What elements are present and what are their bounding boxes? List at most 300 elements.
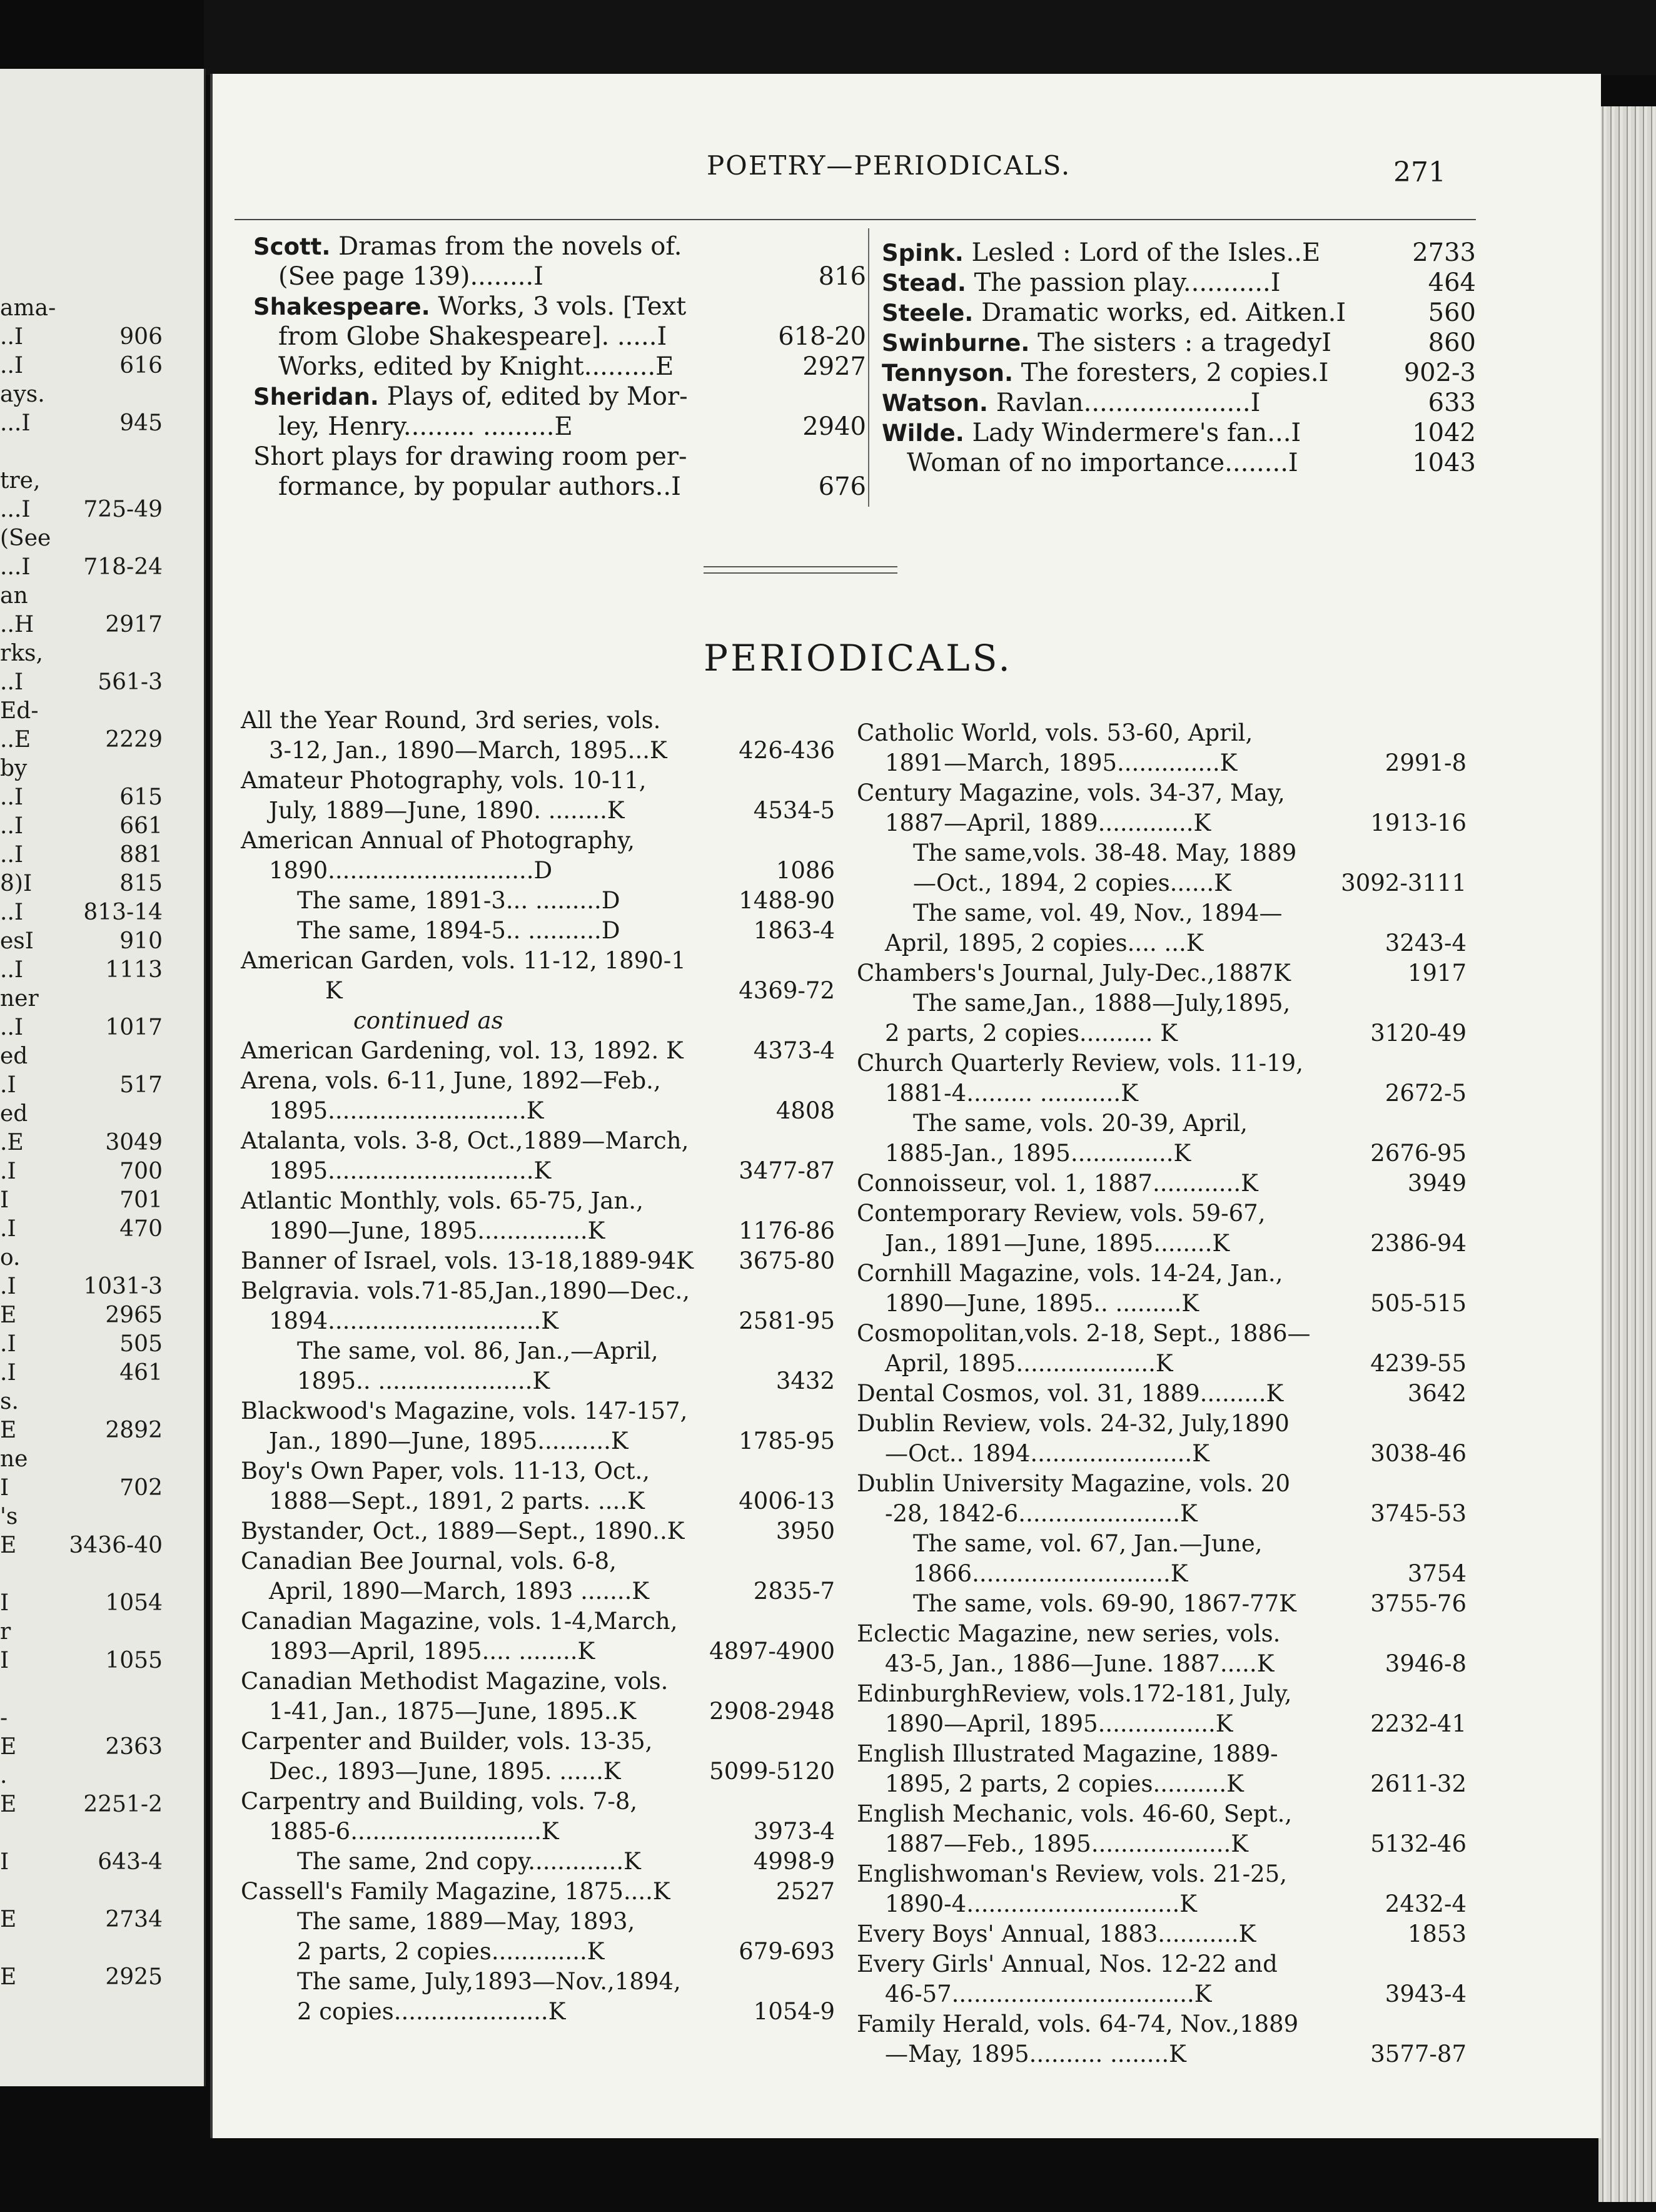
call-number: 1043 bbox=[1412, 449, 1476, 477]
fragment-line bbox=[0, 1186, 188, 1215]
fragment-text: E bbox=[0, 1734, 17, 1760]
entry-title: The passion play...........I bbox=[966, 268, 1281, 297]
call-number: 2940 bbox=[802, 412, 866, 441]
entry-text bbox=[885, 748, 1237, 778]
entry-title: Chambers's Journal, July-Dec.,1887K bbox=[857, 960, 1291, 987]
entry-text bbox=[885, 1349, 1173, 1378]
periodical-entry bbox=[241, 1967, 835, 1997]
call-number: 1917 bbox=[1407, 960, 1467, 987]
entry-text bbox=[269, 1697, 636, 1726]
fragment-line bbox=[0, 1905, 188, 1934]
periodical-entry bbox=[241, 1066, 835, 1096]
call-number: 2734 bbox=[105, 1907, 163, 1932]
entry-text bbox=[241, 1546, 617, 1576]
entry-title: 2 parts, 2 copies.............K bbox=[297, 1938, 605, 1965]
entry-text bbox=[278, 322, 667, 352]
entry-title: 1887—April, 1889.............K bbox=[885, 809, 1211, 836]
fragment-text: ..I bbox=[0, 669, 24, 695]
fragment-line bbox=[0, 726, 188, 754]
fragment-line bbox=[0, 1963, 188, 1992]
fragment-text: ...I bbox=[0, 410, 31, 436]
entry-title: Bystander, Oct., 1889—Sept., 1890..K bbox=[241, 1518, 685, 1545]
entry-text bbox=[885, 1439, 1209, 1468]
call-number: 3477-87 bbox=[739, 1157, 835, 1184]
fragment-line bbox=[0, 438, 188, 467]
poetry-entry bbox=[882, 328, 1476, 358]
entry-title: Contemporary Review, vols. 59-67, bbox=[857, 1200, 1266, 1227]
periodical-entry bbox=[857, 1559, 1467, 1589]
entry-text bbox=[253, 382, 688, 412]
call-number: 643-4 bbox=[98, 1849, 163, 1875]
fragment-text: .I bbox=[0, 1072, 16, 1098]
fragment-line bbox=[0, 611, 188, 639]
entry-title: April, 1895...................K bbox=[885, 1350, 1173, 1377]
fragment-line bbox=[0, 1618, 188, 1646]
poetry-entry bbox=[882, 448, 1476, 478]
periodical-entry bbox=[241, 1276, 835, 1306]
call-number: 505 bbox=[119, 1331, 163, 1357]
entry-title: The same, vols. 69-90, 1867-77K bbox=[913, 1590, 1296, 1617]
fragment-line bbox=[0, 1474, 188, 1503]
call-number: 945 bbox=[119, 410, 163, 436]
entry-title: Englishwoman's Review, vols. 21-25, bbox=[857, 1860, 1287, 1887]
entry-text bbox=[885, 1078, 1138, 1108]
author-name: Shakespeare. bbox=[253, 293, 430, 320]
fragment-line bbox=[0, 553, 188, 582]
call-number: 2363 bbox=[105, 1734, 163, 1760]
entry-title: Works, edited by Knight.........E bbox=[278, 352, 674, 381]
entry-title: 1895............................K bbox=[269, 1157, 552, 1184]
poetry-entry bbox=[882, 358, 1476, 388]
entry-text bbox=[269, 1576, 649, 1606]
entry-text bbox=[857, 2009, 1298, 2039]
entry-text bbox=[297, 886, 620, 915]
call-number: 426-436 bbox=[739, 737, 835, 764]
periodical-entry bbox=[857, 1109, 1467, 1139]
call-number: 701 bbox=[119, 1187, 163, 1213]
fragment-text: .I bbox=[0, 1331, 16, 1357]
fragment-line bbox=[0, 1215, 188, 1244]
entry-text bbox=[885, 928, 1203, 958]
periodical-entry bbox=[857, 958, 1467, 988]
call-number: 4534-5 bbox=[753, 797, 835, 824]
entry-text bbox=[857, 1379, 1283, 1408]
periodical-entry bbox=[241, 1186, 835, 1216]
entry-title: Woman of no importance........I bbox=[907, 449, 1298, 477]
fragment-text: I bbox=[0, 1590, 9, 1616]
periodical-entry bbox=[857, 1349, 1467, 1379]
entry-title: Carpenter and Builder, vols. 13-35, bbox=[241, 1728, 653, 1755]
author-name: Wilde. bbox=[882, 420, 964, 447]
call-number: 3243-4 bbox=[1385, 930, 1467, 956]
fragment-text: E bbox=[0, 1302, 17, 1328]
periodical-entry bbox=[241, 1306, 835, 1336]
call-number: 1031-3 bbox=[83, 1274, 163, 1299]
periodical-entry bbox=[857, 868, 1467, 898]
entry-title: 1890—June, 1895...............K bbox=[269, 1217, 605, 1244]
fragment-text: ..I bbox=[0, 353, 24, 378]
call-number: 2733 bbox=[1412, 238, 1476, 267]
periodical-entry bbox=[241, 1636, 835, 1667]
periodical-entry bbox=[857, 1769, 1467, 1799]
page-edge-stack bbox=[1598, 106, 1656, 2202]
fragment-line bbox=[0, 1042, 188, 1071]
page-number: 271 bbox=[1393, 156, 1446, 188]
fragment-text: I bbox=[0, 1648, 9, 1673]
entry-title: Catholic World, vols. 53-60, April, bbox=[857, 719, 1253, 746]
call-number: 2917 bbox=[105, 612, 163, 637]
entry-title: American Annual of Photography, bbox=[241, 827, 635, 854]
entry-text bbox=[253, 292, 686, 322]
entry-title: The same,Jan., 1888—July,1895, bbox=[913, 990, 1291, 1017]
entry-title: American Gardening, vol. 13, 1892. K bbox=[241, 1037, 684, 1064]
fragment-line bbox=[0, 783, 188, 812]
entry-text bbox=[241, 1727, 652, 1756]
entry-text bbox=[857, 1319, 1311, 1348]
fragment-line bbox=[0, 898, 188, 927]
entry-title: The same, vols. 20-39, April, bbox=[913, 1110, 1248, 1137]
entry-title: Every Girls' Annual, Nos. 12-22 and bbox=[857, 1951, 1278, 1977]
call-number: 560 bbox=[1428, 298, 1476, 327]
call-number: 1913-16 bbox=[1370, 809, 1467, 836]
entry-title: The same, 1894-5.. ..........D bbox=[297, 917, 620, 944]
call-number: 813-14 bbox=[83, 900, 163, 925]
periodical-entry bbox=[857, 928, 1467, 958]
periodical-entry bbox=[241, 1997, 835, 2027]
entry-text bbox=[857, 1199, 1265, 1228]
fragment-text: E bbox=[0, 1418, 17, 1443]
fragment-text: ...I bbox=[0, 497, 31, 522]
periodical-entry bbox=[857, 778, 1467, 808]
fragment-line bbox=[0, 1416, 188, 1445]
fragment-text: rks, bbox=[0, 641, 43, 666]
entry-text bbox=[241, 946, 686, 975]
entry-text bbox=[882, 238, 1320, 268]
poetry-entries-left bbox=[253, 231, 866, 502]
periodical-entry bbox=[857, 1649, 1467, 1679]
entry-text bbox=[269, 796, 625, 825]
fragment-text: s. bbox=[0, 1389, 19, 1414]
call-number: 902-3 bbox=[1403, 358, 1476, 387]
fragment-text: .I bbox=[0, 1360, 16, 1386]
entry-title: 43-5, Jan., 1886—June. 1887.....K bbox=[885, 1650, 1275, 1677]
fragment-line bbox=[0, 1129, 188, 1157]
periodical-entry bbox=[241, 736, 835, 766]
call-number: 4239-55 bbox=[1370, 1350, 1467, 1377]
call-number: 2386-94 bbox=[1370, 1230, 1467, 1257]
poetry-entry bbox=[882, 388, 1476, 418]
entry-title: The foresters, 2 copies.I bbox=[1013, 358, 1329, 387]
fragment-line bbox=[0, 1301, 188, 1330]
fragment-text: Ed- bbox=[0, 698, 39, 724]
call-number: 1488-90 bbox=[739, 887, 835, 914]
entry-text bbox=[885, 1829, 1248, 1859]
periodical-entry bbox=[857, 1859, 1467, 1889]
call-number: 464 bbox=[1428, 268, 1476, 297]
periodical-entry bbox=[857, 1319, 1467, 1349]
entry-title: 1890—April, 1895................K bbox=[885, 1710, 1233, 1737]
entry-title: 1891—March, 1895..............K bbox=[885, 749, 1238, 776]
section-heading-periodicals: PERIODICALS. bbox=[704, 637, 1012, 679]
call-number: 2927 bbox=[802, 352, 866, 381]
fragment-line bbox=[0, 1071, 188, 1100]
periodical-entry bbox=[241, 1697, 835, 1727]
periodical-entry bbox=[857, 1139, 1467, 1169]
entry-title: 1881-4......... ...........K bbox=[885, 1080, 1138, 1107]
entry-title: Cassell's Family Magazine, 1875....K bbox=[241, 1878, 670, 1905]
call-number: 816 bbox=[818, 262, 866, 291]
entry-text bbox=[913, 868, 1231, 898]
periodical-entry bbox=[857, 1529, 1467, 1559]
header-rule bbox=[235, 219, 1476, 220]
fragment-text: ..I bbox=[0, 900, 24, 925]
fragment-line bbox=[0, 323, 188, 352]
entry-title: Eclectic Magazine, new series, vols. bbox=[857, 1620, 1281, 1647]
periodical-entry bbox=[857, 1799, 1467, 1829]
fragment-line bbox=[0, 841, 188, 870]
call-number: 815 bbox=[119, 871, 163, 896]
periodical-entry bbox=[241, 766, 835, 796]
periodical-entry bbox=[857, 1409, 1467, 1439]
fragment-text: ama- bbox=[0, 295, 56, 321]
call-number: 3949 bbox=[1407, 1170, 1467, 1197]
fragment-line bbox=[0, 1877, 188, 1905]
periodical-entry bbox=[857, 1259, 1467, 1289]
poetry-entry bbox=[253, 412, 866, 442]
call-number: 910 bbox=[119, 928, 163, 954]
poetry-entry bbox=[253, 231, 866, 261]
entry-title: 1885-6..........................K bbox=[269, 1818, 559, 1845]
fragment-line bbox=[0, 697, 188, 726]
poetry-entry bbox=[253, 442, 866, 472]
entry-text bbox=[297, 1336, 659, 1366]
periodical-entry bbox=[241, 976, 835, 1006]
entry-text bbox=[913, 1589, 1296, 1618]
fragment-text: E bbox=[0, 1907, 17, 1932]
periodical-entry bbox=[857, 1439, 1467, 1469]
entry-title: Dramatic works, ed. Aitken.I bbox=[973, 298, 1346, 327]
entry-title: 2 copies.....................K bbox=[297, 1998, 566, 2025]
entry-title: The same, vol. 49, Nov., 1894— bbox=[913, 900, 1283, 926]
call-number: 4998-9 bbox=[753, 1848, 835, 1875]
entry-text bbox=[253, 231, 682, 262]
fragment-text: ne bbox=[0, 1446, 28, 1472]
fragment-text: I bbox=[0, 1187, 9, 1213]
entry-title: 1-41, Jan., 1875—June, 1895..K bbox=[269, 1698, 637, 1725]
periodical-entry bbox=[857, 1469, 1467, 1499]
call-number: 3973-4 bbox=[753, 1818, 835, 1845]
fragment-line bbox=[0, 1790, 188, 1819]
section-rule bbox=[704, 572, 897, 574]
entry-title: Dental Cosmos, vol. 31, 1889.........K bbox=[857, 1380, 1284, 1407]
poetry-entry bbox=[253, 292, 866, 322]
entry-text bbox=[269, 1757, 621, 1786]
author-name: Spink. bbox=[882, 240, 964, 266]
periodical-entry bbox=[241, 1817, 835, 1847]
entry-title: Atalanta, vols. 3-8, Oct.,1889—March, bbox=[241, 1127, 689, 1154]
facing-page-fragment bbox=[0, 69, 206, 2086]
periodical-entry bbox=[241, 916, 835, 946]
call-number: 3436-40 bbox=[69, 1533, 163, 1558]
poetry-entry bbox=[253, 472, 866, 502]
call-number: 2835-7 bbox=[753, 1578, 835, 1605]
periodical-entry bbox=[241, 1246, 835, 1276]
periodical-entry bbox=[241, 1667, 835, 1697]
fragment-line bbox=[0, 352, 188, 380]
fragment-text: ..I bbox=[0, 1015, 24, 1040]
entry-title: 1890—June, 1895.. .........K bbox=[885, 1290, 1199, 1317]
fragment-text: . bbox=[0, 1763, 8, 1788]
call-number: 517 bbox=[119, 1072, 163, 1098]
poetry-entry bbox=[882, 268, 1476, 298]
scan-top-shadow bbox=[204, 0, 1656, 75]
fragment-text: ..H bbox=[0, 612, 34, 637]
entry-text bbox=[269, 1216, 605, 1246]
author-name: Stead. bbox=[882, 270, 966, 297]
entry-title: 1890............................D bbox=[269, 857, 553, 884]
entry-title: Arena, vols. 6-11, June, 1892—Feb., bbox=[241, 1067, 661, 1094]
call-number: 676 bbox=[818, 472, 866, 501]
entry-text bbox=[885, 1709, 1233, 1738]
fragment-line bbox=[0, 1503, 188, 1531]
periodical-entry bbox=[857, 1979, 1467, 2009]
entry-text bbox=[913, 988, 1290, 1018]
fragment-line bbox=[0, 1388, 188, 1416]
poetry-entry bbox=[882, 238, 1476, 268]
entry-title: ley, Henry......... .........E bbox=[278, 412, 573, 441]
entry-text bbox=[241, 1606, 678, 1636]
entry-title: Jan., 1890—June, 1895..........K bbox=[269, 1428, 629, 1454]
periodical-entry bbox=[241, 1576, 835, 1606]
fragment-line bbox=[0, 1013, 188, 1042]
entry-title: The same,vols. 38-48. May, 1889 bbox=[913, 840, 1297, 866]
periodical-entry bbox=[857, 1229, 1467, 1259]
entry-title: July, 1889—June, 1890. ........K bbox=[269, 797, 625, 824]
entry-text bbox=[241, 1516, 684, 1546]
entry-title: English Illustrated Magazine, 1889- bbox=[857, 1740, 1278, 1767]
entry-text bbox=[857, 1919, 1256, 1949]
entry-text bbox=[241, 766, 646, 795]
entry-title: Church Quarterly Review, vols. 11-19, bbox=[857, 1050, 1303, 1077]
fragment-line bbox=[0, 1704, 188, 1733]
fragment-line bbox=[0, 1934, 188, 1963]
poetry-entry bbox=[882, 298, 1476, 328]
entry-text bbox=[885, 1289, 1199, 1318]
fragment-line bbox=[0, 1100, 188, 1129]
periodical-entry bbox=[857, 1499, 1467, 1529]
fragment-text: .E bbox=[0, 1130, 24, 1155]
periodical-entry bbox=[241, 706, 835, 736]
entry-title: continued as bbox=[353, 1007, 503, 1034]
fragment-text: ..E bbox=[0, 727, 31, 753]
call-number: 4373-4 bbox=[753, 1037, 835, 1064]
call-number: 3038-46 bbox=[1370, 1440, 1467, 1467]
entry-title: 1894.............................K bbox=[269, 1307, 558, 1334]
author-name: Sheridan. bbox=[253, 383, 379, 410]
fragment-line bbox=[0, 1445, 188, 1474]
entry-title: The sisters : a tragedyI bbox=[1029, 328, 1331, 357]
call-number: 461 bbox=[119, 1360, 163, 1386]
entry-title: Atlantic Monthly, vols. 65-75, Jan., bbox=[241, 1187, 644, 1214]
author-name: Scott. bbox=[253, 233, 331, 260]
entry-text bbox=[882, 328, 1331, 358]
entry-title: Dublin Review, vols. 24-32, July,1890 bbox=[857, 1410, 1290, 1437]
fragment-text: .I bbox=[0, 1159, 16, 1184]
entry-title: 1888—Sept., 1891, 2 parts. ....K bbox=[269, 1488, 645, 1514]
call-number: 5132-46 bbox=[1370, 1830, 1467, 1857]
call-number: 4897-4900 bbox=[709, 1638, 835, 1665]
entry-title: Connoisseur, vol. 1, 1887............K bbox=[857, 1170, 1258, 1197]
entry-text bbox=[269, 1306, 558, 1336]
entry-text bbox=[353, 1006, 503, 1035]
fragment-text: E bbox=[0, 1792, 17, 1817]
call-number: 2672-5 bbox=[1385, 1080, 1467, 1107]
entry-title: Cornhill Magazine, vols. 14-24, Jan., bbox=[857, 1260, 1283, 1287]
entry-title: —Oct., 1894, 2 copies......K bbox=[913, 870, 1231, 896]
fragment-text: ..I bbox=[0, 784, 24, 810]
entry-text bbox=[913, 1109, 1248, 1138]
entry-title: Lady Windermere's fan...I bbox=[964, 419, 1301, 447]
entry-title: English Mechanic, vols. 46-60, Sept., bbox=[857, 1800, 1293, 1827]
entry-text bbox=[913, 1529, 1263, 1558]
entry-title: 1893—April, 1895.... ........K bbox=[269, 1638, 595, 1665]
fragment-text: ..I bbox=[0, 842, 24, 868]
call-number: 2581-95 bbox=[739, 1307, 835, 1334]
entry-text bbox=[913, 1559, 1188, 1588]
fragment-line bbox=[0, 639, 188, 668]
entry-title: 1895, 2 parts, 2 copies..........K bbox=[885, 1770, 1244, 1797]
entry-title: 1885-Jan., 1895..............K bbox=[885, 1140, 1191, 1167]
fragment-text: ..I bbox=[0, 957, 24, 983]
call-number: 881 bbox=[119, 842, 163, 868]
entry-title: from Globe Shakespeare]. .....I bbox=[278, 322, 667, 351]
call-number: 2965 bbox=[105, 1302, 163, 1328]
periodical-entry bbox=[857, 1919, 1467, 1949]
periodical-entry bbox=[241, 826, 835, 856]
periodical-entry bbox=[857, 898, 1467, 928]
entry-title: Cosmopolitan,vols. 2-18, Sept., 1886— bbox=[857, 1320, 1311, 1347]
call-number: 906 bbox=[119, 324, 163, 350]
entry-text bbox=[857, 958, 1291, 988]
section-rule bbox=[704, 566, 897, 567]
periodical-entry bbox=[241, 1546, 835, 1576]
entry-text bbox=[885, 1018, 1178, 1048]
entry-title: 1887—Feb., 1895...................K bbox=[885, 1830, 1248, 1857]
entry-title: Dec., 1893—June, 1895. ......K bbox=[269, 1758, 621, 1785]
fragment-line bbox=[0, 754, 188, 783]
fragment-text: by bbox=[0, 756, 28, 781]
periodical-entry bbox=[241, 1456, 835, 1486]
periodical-entry bbox=[857, 1289, 1467, 1319]
entry-text bbox=[241, 706, 660, 735]
periodical-entry bbox=[241, 1366, 835, 1396]
entry-text bbox=[297, 1907, 635, 1936]
entry-text bbox=[857, 1259, 1283, 1288]
call-number: 1017 bbox=[105, 1015, 163, 1040]
author-name: Tennyson. bbox=[882, 360, 1014, 387]
entry-text bbox=[269, 1096, 543, 1125]
call-number: 661 bbox=[119, 813, 163, 839]
fragment-text: ..I bbox=[0, 813, 24, 839]
fragment-text: I bbox=[0, 1849, 9, 1875]
periodical-entry bbox=[241, 856, 835, 886]
call-number: 2229 bbox=[105, 727, 163, 753]
periodical-entry bbox=[857, 1078, 1467, 1109]
call-number: 3745-53 bbox=[1370, 1500, 1467, 1527]
call-number: 618-20 bbox=[778, 322, 866, 351]
entry-title: The same, 1889—May, 1893, bbox=[297, 1908, 635, 1935]
periodical-entry bbox=[857, 1619, 1467, 1649]
